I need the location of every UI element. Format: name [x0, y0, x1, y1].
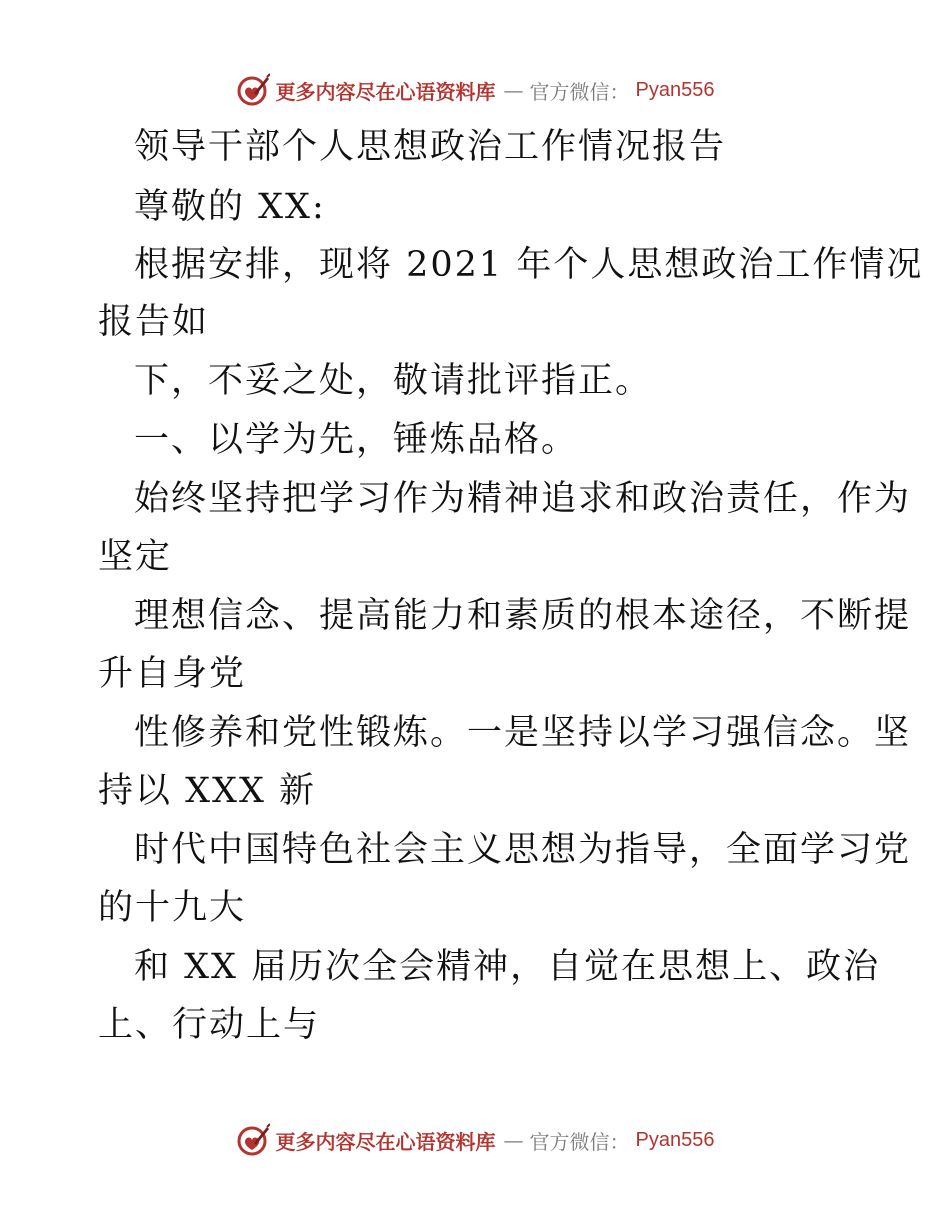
text-line: 始终坚持把学习作为精神追求和政治责任，作为: [134, 479, 912, 519]
salutation: 尊敬的 XX:: [134, 187, 326, 227]
text-line: 升自身党: [98, 654, 247, 694]
text-line: 时代中国特色社会主义思想为指导，全面学习党: [134, 830, 912, 870]
footer-banner: [0, 1120, 950, 1160]
wechat-id: Pyan556: [635, 1128, 715, 1151]
header-banner: [0, 70, 950, 110]
text-line: 坚定: [98, 537, 173, 577]
text-line: 理想信念、提高能力和素质的根本途径，不断提: [134, 596, 912, 636]
wechat-id: Pyan556: [635, 78, 715, 101]
site-slogan: 更多内容尽在心语资料库: [275, 1129, 496, 1154]
text-line: 下，不妥之处，敬请批评指正。: [134, 361, 653, 401]
text-line: 的十九大: [98, 888, 247, 928]
text-line: 上、行动上与: [98, 1005, 321, 1045]
banner-separator: —: [503, 78, 524, 102]
text-line: 和 XX 届历次全会精神，自觉在思想上、政治: [134, 947, 881, 987]
header-banner-content: [236, 73, 715, 107]
footer-banner-content: [236, 1123, 715, 1157]
text-line: 性修养和党性锻炼。一是坚持以学习强信念。坚: [134, 713, 912, 753]
quill-heart-logo-icon: [236, 1123, 270, 1157]
text-line: 报告如: [98, 302, 210, 342]
section-heading: 一、以学为先，锤炼品格。: [134, 420, 579, 460]
text-line: 根据安排，现将 2021 年个人思想政治工作情况: [134, 245, 924, 285]
wechat-label: 官方微信：: [529, 1129, 630, 1154]
site-slogan: 更多内容尽在心语资料库: [275, 79, 496, 104]
quill-heart-logo-icon: [236, 73, 270, 107]
document-title: 领导干部个人思想政治工作情况报告: [134, 127, 727, 167]
banner-separator: —: [503, 1128, 524, 1152]
wechat-label: 官方微信：: [529, 79, 630, 104]
text-line: 持以 XXX 新: [98, 771, 317, 811]
